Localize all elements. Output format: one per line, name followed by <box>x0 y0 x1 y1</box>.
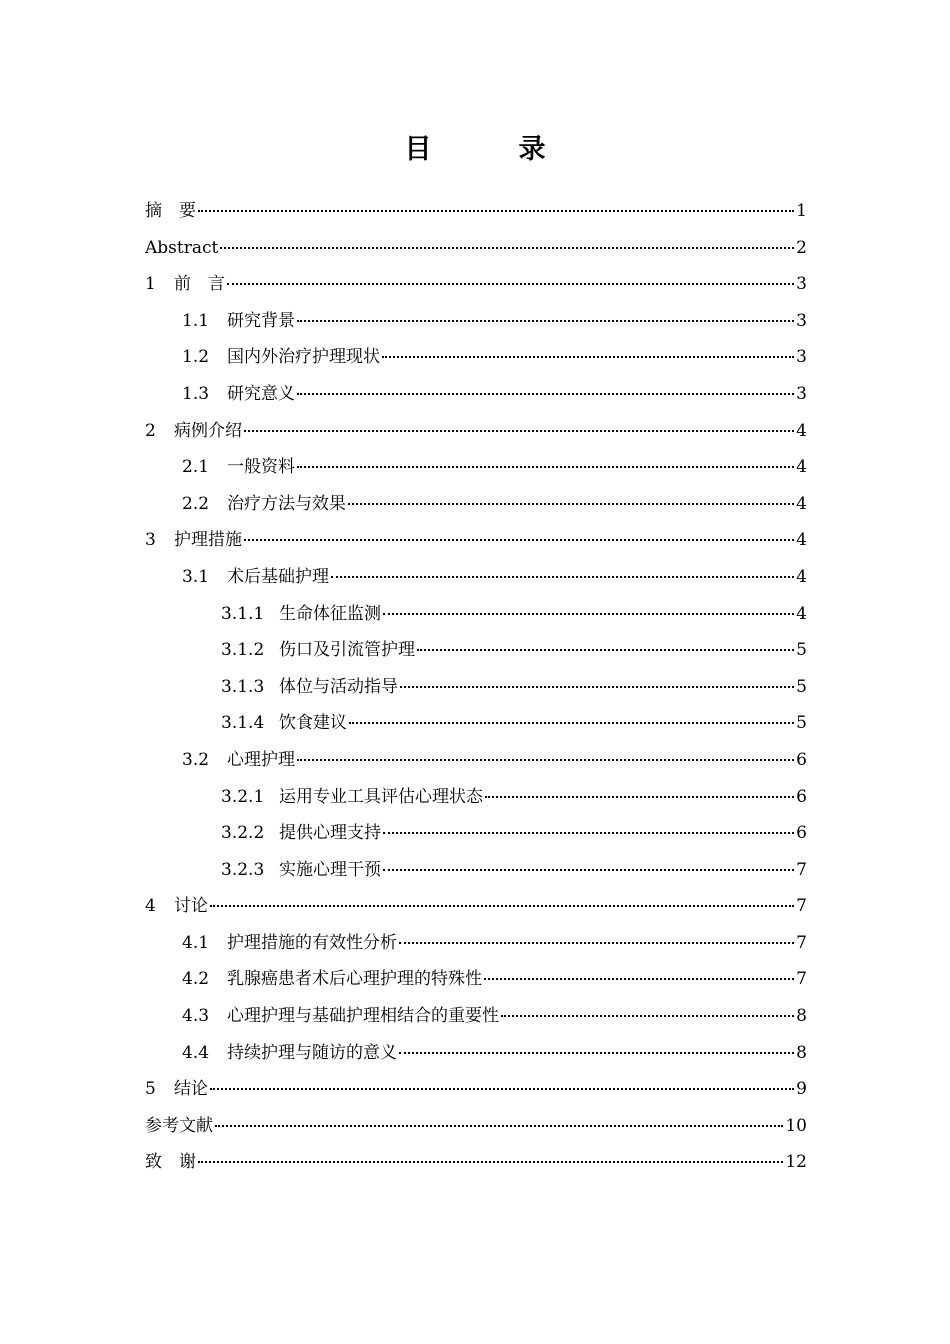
dot-leader <box>215 1125 783 1127</box>
toc-entry[interactable] <box>145 888 807 925</box>
toc-entry-title: 讨论 <box>174 896 208 917</box>
toc-entry-number: 1.2 <box>182 347 210 368</box>
toc-entry-title: 国内外治疗护理现状 <box>227 347 380 368</box>
toc-entry-page: 12 <box>785 1152 807 1173</box>
toc-entry[interactable] <box>145 449 807 486</box>
toc-entry-title: 前 言 <box>174 274 225 295</box>
toc-entry-number: 3.2.1 <box>221 786 265 807</box>
dot-leader <box>349 722 794 724</box>
toc-entry-page: 6 <box>796 823 807 844</box>
toc-entry-number: 3.2.2 <box>221 823 265 844</box>
toc-entry-number: 2.1 <box>182 457 210 478</box>
toc-entry[interactable] <box>145 925 807 962</box>
toc-entry-number: 4.3 <box>182 1006 210 1027</box>
toc-entry-page: 7 <box>796 969 807 990</box>
toc-entry-page: 6 <box>796 786 807 807</box>
toc-entry[interactable] <box>145 376 807 413</box>
toc-entry-page: 8 <box>796 1042 807 1063</box>
dot-leader <box>210 1088 794 1090</box>
toc-entry-title: 术后基础护理 <box>227 566 329 587</box>
toc-entry-page: 4 <box>796 603 807 624</box>
dot-leader <box>400 686 794 688</box>
toc-entry-number: 4.2 <box>182 969 210 990</box>
toc-entry-title: 参考文献 <box>145 1115 213 1136</box>
dot-leader <box>297 320 794 322</box>
toc-entry-page: 3 <box>796 347 807 368</box>
dot-leader <box>227 283 794 285</box>
toc-entry-title: 护理措施的有效性分析 <box>227 932 397 953</box>
toc-entry[interactable] <box>145 486 807 523</box>
toc-entry-title: 持续护理与随访的意义 <box>227 1042 397 1063</box>
toc-entry[interactable] <box>145 266 807 303</box>
toc-entry-title: 护理措施 <box>174 530 242 551</box>
toc-entry[interactable] <box>145 632 807 669</box>
toc-entry[interactable] <box>145 522 807 559</box>
toc-entry-title: 心理护理与基础护理相结合的重要性 <box>227 1006 499 1027</box>
toc-entry[interactable] <box>145 339 807 376</box>
toc-entry-title: 致 谢 <box>145 1152 196 1173</box>
toc-entry[interactable] <box>145 815 807 852</box>
toc-entry[interactable] <box>145 559 807 596</box>
toc-entry-number: 3.1.1 <box>221 603 265 624</box>
toc-entry-title: 结论 <box>174 1079 208 1100</box>
dot-leader <box>198 210 794 212</box>
toc-entry-number: 2 <box>145 420 156 441</box>
toc-entry-number: 3.1.4 <box>221 713 265 734</box>
toc-entry-page: 2 <box>796 237 807 258</box>
toc-entry-title: 研究背景 <box>227 310 295 331</box>
toc-entry[interactable] <box>145 852 807 889</box>
toc-entry-title: 治疗方法与效果 <box>227 493 346 514</box>
dot-leader <box>348 503 794 505</box>
toc-entry-page: 7 <box>796 932 807 953</box>
toc-entry-page: 1 <box>796 201 807 221</box>
toc-entry-title: 心理护理 <box>227 749 295 770</box>
toc-entry[interactable] <box>145 1035 807 1072</box>
toc-entry-page: 6 <box>796 749 807 770</box>
dot-leader <box>417 649 794 651</box>
dot-leader <box>383 832 794 834</box>
toc-entry-number: 3.1.3 <box>221 676 265 697</box>
toc-entry-number: 1 <box>145 274 156 295</box>
toc-entry-title: 病例介绍 <box>174 420 242 441</box>
toc-entry-number: 4 <box>145 896 156 917</box>
dot-leader <box>220 247 794 249</box>
toc-entry-number: 1.3 <box>182 383 210 404</box>
toc-entry-page: 3 <box>796 310 807 331</box>
dot-leader <box>297 393 794 395</box>
dot-leader <box>210 905 794 907</box>
toc-entry-page: 3 <box>796 274 807 295</box>
toc-entry[interactable] <box>145 596 807 633</box>
dot-leader <box>382 356 794 358</box>
toc-entry-page: 4 <box>796 530 807 551</box>
toc-entry[interactable] <box>145 1108 807 1145</box>
toc-entry-title: 伤口及引流管护理 <box>279 640 415 661</box>
toc-entry[interactable] <box>145 1144 807 1181</box>
toc-entry-number: 4.4 <box>182 1042 210 1063</box>
dot-leader <box>244 539 794 541</box>
toc-entry-title: 研究意义 <box>227 383 295 404</box>
toc-entry-number: 5 <box>145 1079 156 1100</box>
dot-leader <box>297 466 794 468</box>
toc-entry-page: 4 <box>796 457 807 478</box>
toc-entry-page: 5 <box>796 713 807 734</box>
toc-entry[interactable] <box>145 779 807 816</box>
toc-entry-title: 运用专业工具评估心理状态 <box>279 786 483 807</box>
toc-entry-page: 8 <box>796 1006 807 1027</box>
toc-entry-page: 3 <box>796 383 807 404</box>
dot-leader <box>399 1052 794 1054</box>
toc-entry[interactable] <box>145 742 807 779</box>
toc-entry-title: 一般资料 <box>227 457 295 478</box>
toc-entry-title: 实施心理干预 <box>279 859 381 880</box>
toc-entry-page: 7 <box>796 896 807 917</box>
toc-entry[interactable] <box>145 998 807 1035</box>
toc-entry-title: 摘 要 <box>145 201 196 221</box>
toc-entry-number: 4.1 <box>182 932 210 953</box>
toc-entry-page: 4 <box>796 420 807 441</box>
dot-leader <box>198 1161 783 1163</box>
toc-entry-title: 体位与活动指导 <box>279 676 398 697</box>
toc-entry-page: 4 <box>796 493 807 514</box>
dot-leader <box>383 869 794 871</box>
toc-entry-page: 4 <box>796 566 807 587</box>
toc-entry-page: 7 <box>796 859 807 880</box>
dot-leader <box>485 796 794 798</box>
dot-leader <box>501 1015 794 1017</box>
dot-leader <box>331 576 794 578</box>
dot-leader <box>383 613 794 615</box>
toc-list <box>145 193 807 1181</box>
toc-entry-number: 1.1 <box>182 310 210 331</box>
toc-entry-page: 10 <box>785 1115 807 1136</box>
toc-entry-number: 2.2 <box>182 493 210 514</box>
toc-entry-number: 3.2 <box>182 749 210 770</box>
toc-entry-number: 3 <box>145 530 156 551</box>
toc-entry-title: 生命体征监测 <box>279 603 381 624</box>
dot-leader <box>484 978 794 980</box>
toc-title: 目 录 <box>404 134 576 165</box>
toc-entry-number: 3.2.3 <box>221 859 265 880</box>
toc-entry-title: Abstract <box>145 237 219 258</box>
dot-leader <box>297 759 794 761</box>
toc-entry[interactable] <box>145 705 807 742</box>
dot-leader <box>399 942 794 944</box>
toc-entry-page: 5 <box>796 640 807 661</box>
toc-entry-number: 3.1 <box>182 566 210 587</box>
toc-entry-title: 乳腺癌患者术后心理护理的特殊性 <box>227 969 482 990</box>
dot-leader <box>244 430 794 432</box>
toc-entry-title: 饮食建议 <box>279 713 347 734</box>
toc-entry[interactable] <box>145 193 807 230</box>
toc-entry-title: 提供心理支持 <box>279 823 381 844</box>
toc-entry[interactable] <box>145 1071 807 1108</box>
toc-entry-number: 3.1.2 <box>221 640 265 661</box>
toc-entry[interactable] <box>145 413 807 450</box>
toc-entry[interactable] <box>145 303 807 340</box>
toc-entry[interactable] <box>145 961 807 998</box>
toc-entry[interactable] <box>145 669 807 706</box>
toc-entry-page: 9 <box>796 1079 807 1100</box>
toc-entry-page: 5 <box>796 676 807 697</box>
toc-entry[interactable] <box>145 230 807 267</box>
